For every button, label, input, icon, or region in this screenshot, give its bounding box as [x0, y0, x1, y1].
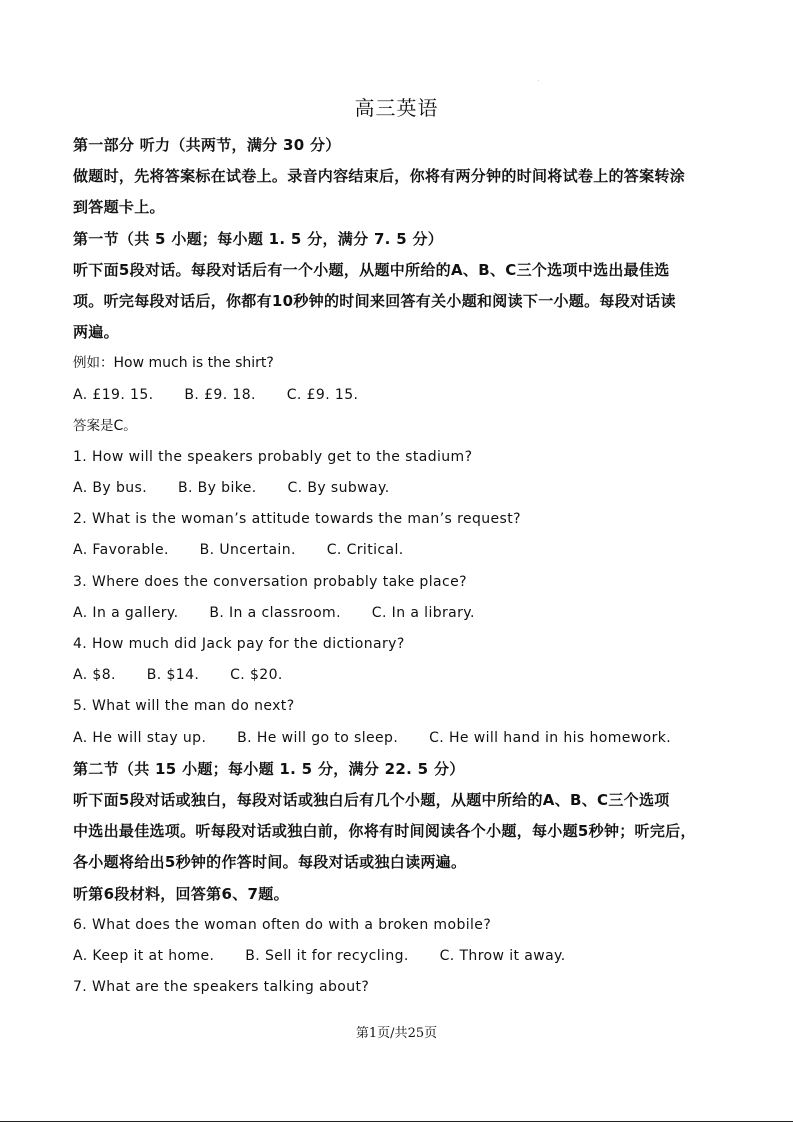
example-option-c: C. £9. 15.	[286, 386, 359, 403]
section2-heading-c: 分，满分	[317, 759, 380, 778]
section2-count: 15	[155, 759, 177, 778]
material-question-num: 6	[221, 884, 233, 903]
section2-instr-text: 秒钟；听完后，	[588, 822, 696, 841]
material-num: 6	[103, 884, 115, 903]
option-a: A. $8.	[73, 667, 116, 684]
example-answer	[73, 411, 723, 442]
section2-instr-text: 秒钟的作答时间。每段对话或独白读两遍。	[175, 853, 467, 872]
example-label: 例如：	[73, 355, 114, 372]
section2-each-score: 1. 5	[279, 759, 313, 778]
option-b: B. Uncertain.	[199, 542, 296, 559]
section1-heading-c: 分，满分	[307, 229, 369, 248]
section2-heading-a: 第二节（共	[73, 759, 150, 778]
section1-instruction-line-3: 两遍。	[73, 323, 119, 342]
option-c: C. By subway.	[287, 480, 390, 497]
section1-heading	[73, 224, 723, 255]
section2-instr-text: 听下面	[73, 790, 119, 809]
material-6-heading	[73, 879, 723, 910]
option-c: C. Throw it away.	[439, 947, 566, 964]
section1-heading-a: 第一节（共	[73, 229, 150, 248]
option-c: C. He will hand in his homework.	[429, 729, 672, 746]
option-c: C. Critical.	[326, 542, 404, 559]
example-options	[73, 380, 723, 411]
question-3: 3. Where does the conversation probably take place?	[73, 573, 467, 590]
section1-instr-option-letter: A	[450, 260, 463, 279]
section2-instr-option-letter: C	[597, 790, 609, 809]
section1-total-score: 7. 5	[373, 229, 407, 248]
option-a: A. He will stay up.	[73, 729, 207, 746]
example-option-a: A. £19. 15.	[73, 386, 154, 403]
part1-intro-line-1: 做题时，先将答案标在试卷上。录音内容结束后，你将有两分钟的时间将试卷上的答案转涂	[73, 167, 686, 186]
section2-instr-text: 三个选项	[608, 790, 670, 809]
material-text: 题。	[258, 884, 289, 903]
section1-count: 5	[155, 229, 166, 248]
section2-total-score: 22. 5	[384, 759, 429, 778]
section2-instr-sep: 、	[581, 790, 598, 809]
material-text: 听第	[73, 884, 104, 903]
section2-instr-option-letter: B	[570, 790, 582, 809]
section2-instr-num: 5	[118, 790, 130, 809]
example-question	[73, 348, 723, 379]
example-answer-label: 答案是	[73, 417, 114, 434]
page-title: 高三英语	[354, 96, 439, 120]
section1-instr-text: 三个选项中选出最佳选	[516, 260, 670, 279]
section2-heading	[73, 754, 723, 785]
question-4: 4. How much did Jack pay for the dictionary?	[73, 636, 405, 652]
example-answer-end: 。	[123, 417, 137, 434]
section1-instr-sep: 、	[489, 260, 506, 279]
option-a: A. Keep it at home.	[73, 947, 215, 964]
scan-speck	[538, 80, 539, 81]
section1-heading-d: 分）	[412, 229, 444, 248]
section2-instr-option-letter: A	[542, 790, 555, 809]
part1-heading	[73, 130, 723, 161]
section1-each-score: 1. 5	[268, 229, 302, 248]
part1-heading-text-b: 分）	[309, 136, 341, 154]
section2-instruction-line-2	[73, 816, 723, 847]
section2-instr-text: 中选出最佳选项。听每段对话或独白前，你将有时间阅读各个小题，每小题	[73, 822, 578, 841]
section2-instr-text: 各小题将给出	[73, 853, 165, 872]
section2-instruction-line-1	[73, 785, 723, 816]
footer-text: 页/共	[377, 1026, 408, 1041]
option-a: A. By bus.	[73, 480, 148, 497]
section1-heading-b: 小题；每小题	[171, 229, 264, 248]
question-2: 2. What is the woman’s attitude towards the man’s request?	[73, 511, 521, 528]
footer-page-number: 1	[368, 1026, 378, 1041]
section1-instr-text: 秒钟的时间来回答有关小题和阅读下一小题。每段对话读	[293, 291, 676, 310]
question-3-options	[73, 598, 723, 629]
question-4-options	[73, 660, 723, 691]
question-7: 7. What are the speakers talking about?	[73, 979, 370, 996]
example-option-b: B. £9. 18.	[184, 386, 256, 403]
option-a: A. Favorable.	[73, 542, 169, 559]
material-text: 段材料，回答第	[114, 884, 222, 903]
footer-text: 第	[355, 1026, 369, 1041]
exam-body	[73, 130, 723, 1003]
question-5: 5. What will the man do next?	[73, 698, 295, 715]
section1-instr-num: 10	[271, 291, 294, 310]
section1-instr-text: 段对话。每段对话后有一个小题，从题中所给的	[129, 260, 451, 279]
question-5-options	[73, 723, 723, 754]
option-b: B. Sell it for recycling.	[245, 947, 409, 964]
section1-instr-num: 5	[118, 260, 130, 279]
part1-heading-text-a: 第一部分 听力（共两节，满分	[73, 136, 278, 154]
section1-instruction-line-2	[73, 286, 723, 317]
part1-intro-line-2: 到答题卡上。	[73, 198, 165, 217]
option-c: C. $20.	[230, 667, 283, 684]
section2-instr-num: 5	[164, 853, 176, 872]
option-a: A. In a gallery.	[73, 604, 179, 621]
question-1-options	[73, 473, 723, 504]
section1-instr-text: 项。听完每段对话后，你都有	[73, 291, 272, 310]
section2-instruction-line-3	[73, 847, 723, 878]
option-b: B. In a classroom.	[209, 604, 341, 621]
section2-instr-text: 段对话或独白，每段对话或独白后有几个小题，从题中所给的	[129, 790, 543, 809]
option-b: B. He will go to sleep.	[237, 729, 399, 746]
section1-instr-sep: 、	[462, 260, 479, 279]
option-c: C. In a library.	[371, 604, 475, 621]
option-b: B. By bike.	[177, 480, 257, 497]
option-b: B. $14.	[146, 667, 200, 684]
example-answer-value: C	[113, 417, 124, 434]
question-6-options	[73, 941, 723, 972]
question-6: 6. What does the woman often do with a broken mobile?	[73, 916, 492, 933]
material-question-num: 7	[247, 884, 259, 903]
section2-heading-d: 分）	[433, 759, 465, 778]
question-2-options	[73, 535, 723, 566]
footer-text: 页	[424, 1026, 438, 1041]
example-question-text: How much is the shirt?	[113, 355, 274, 372]
footer-total-pages: 25	[407, 1026, 425, 1041]
question-1: 1. How will the speakers probably get to the stadium?	[73, 448, 473, 465]
section1-instr-option-letter: C	[505, 260, 517, 279]
section2-heading-b: 小题；每小题	[182, 759, 274, 778]
section2-instr-sep: 、	[554, 790, 570, 809]
part1-heading-score: 30	[282, 136, 305, 154]
material-sep: 、	[232, 884, 248, 903]
section1-instr-option-letter: B	[478, 260, 490, 279]
page-footer	[0, 1022, 793, 1041]
section1-instr-text: 听下面	[73, 260, 119, 279]
section2-instr-num: 5	[577, 822, 589, 841]
section1-instruction-line-1	[73, 255, 723, 286]
